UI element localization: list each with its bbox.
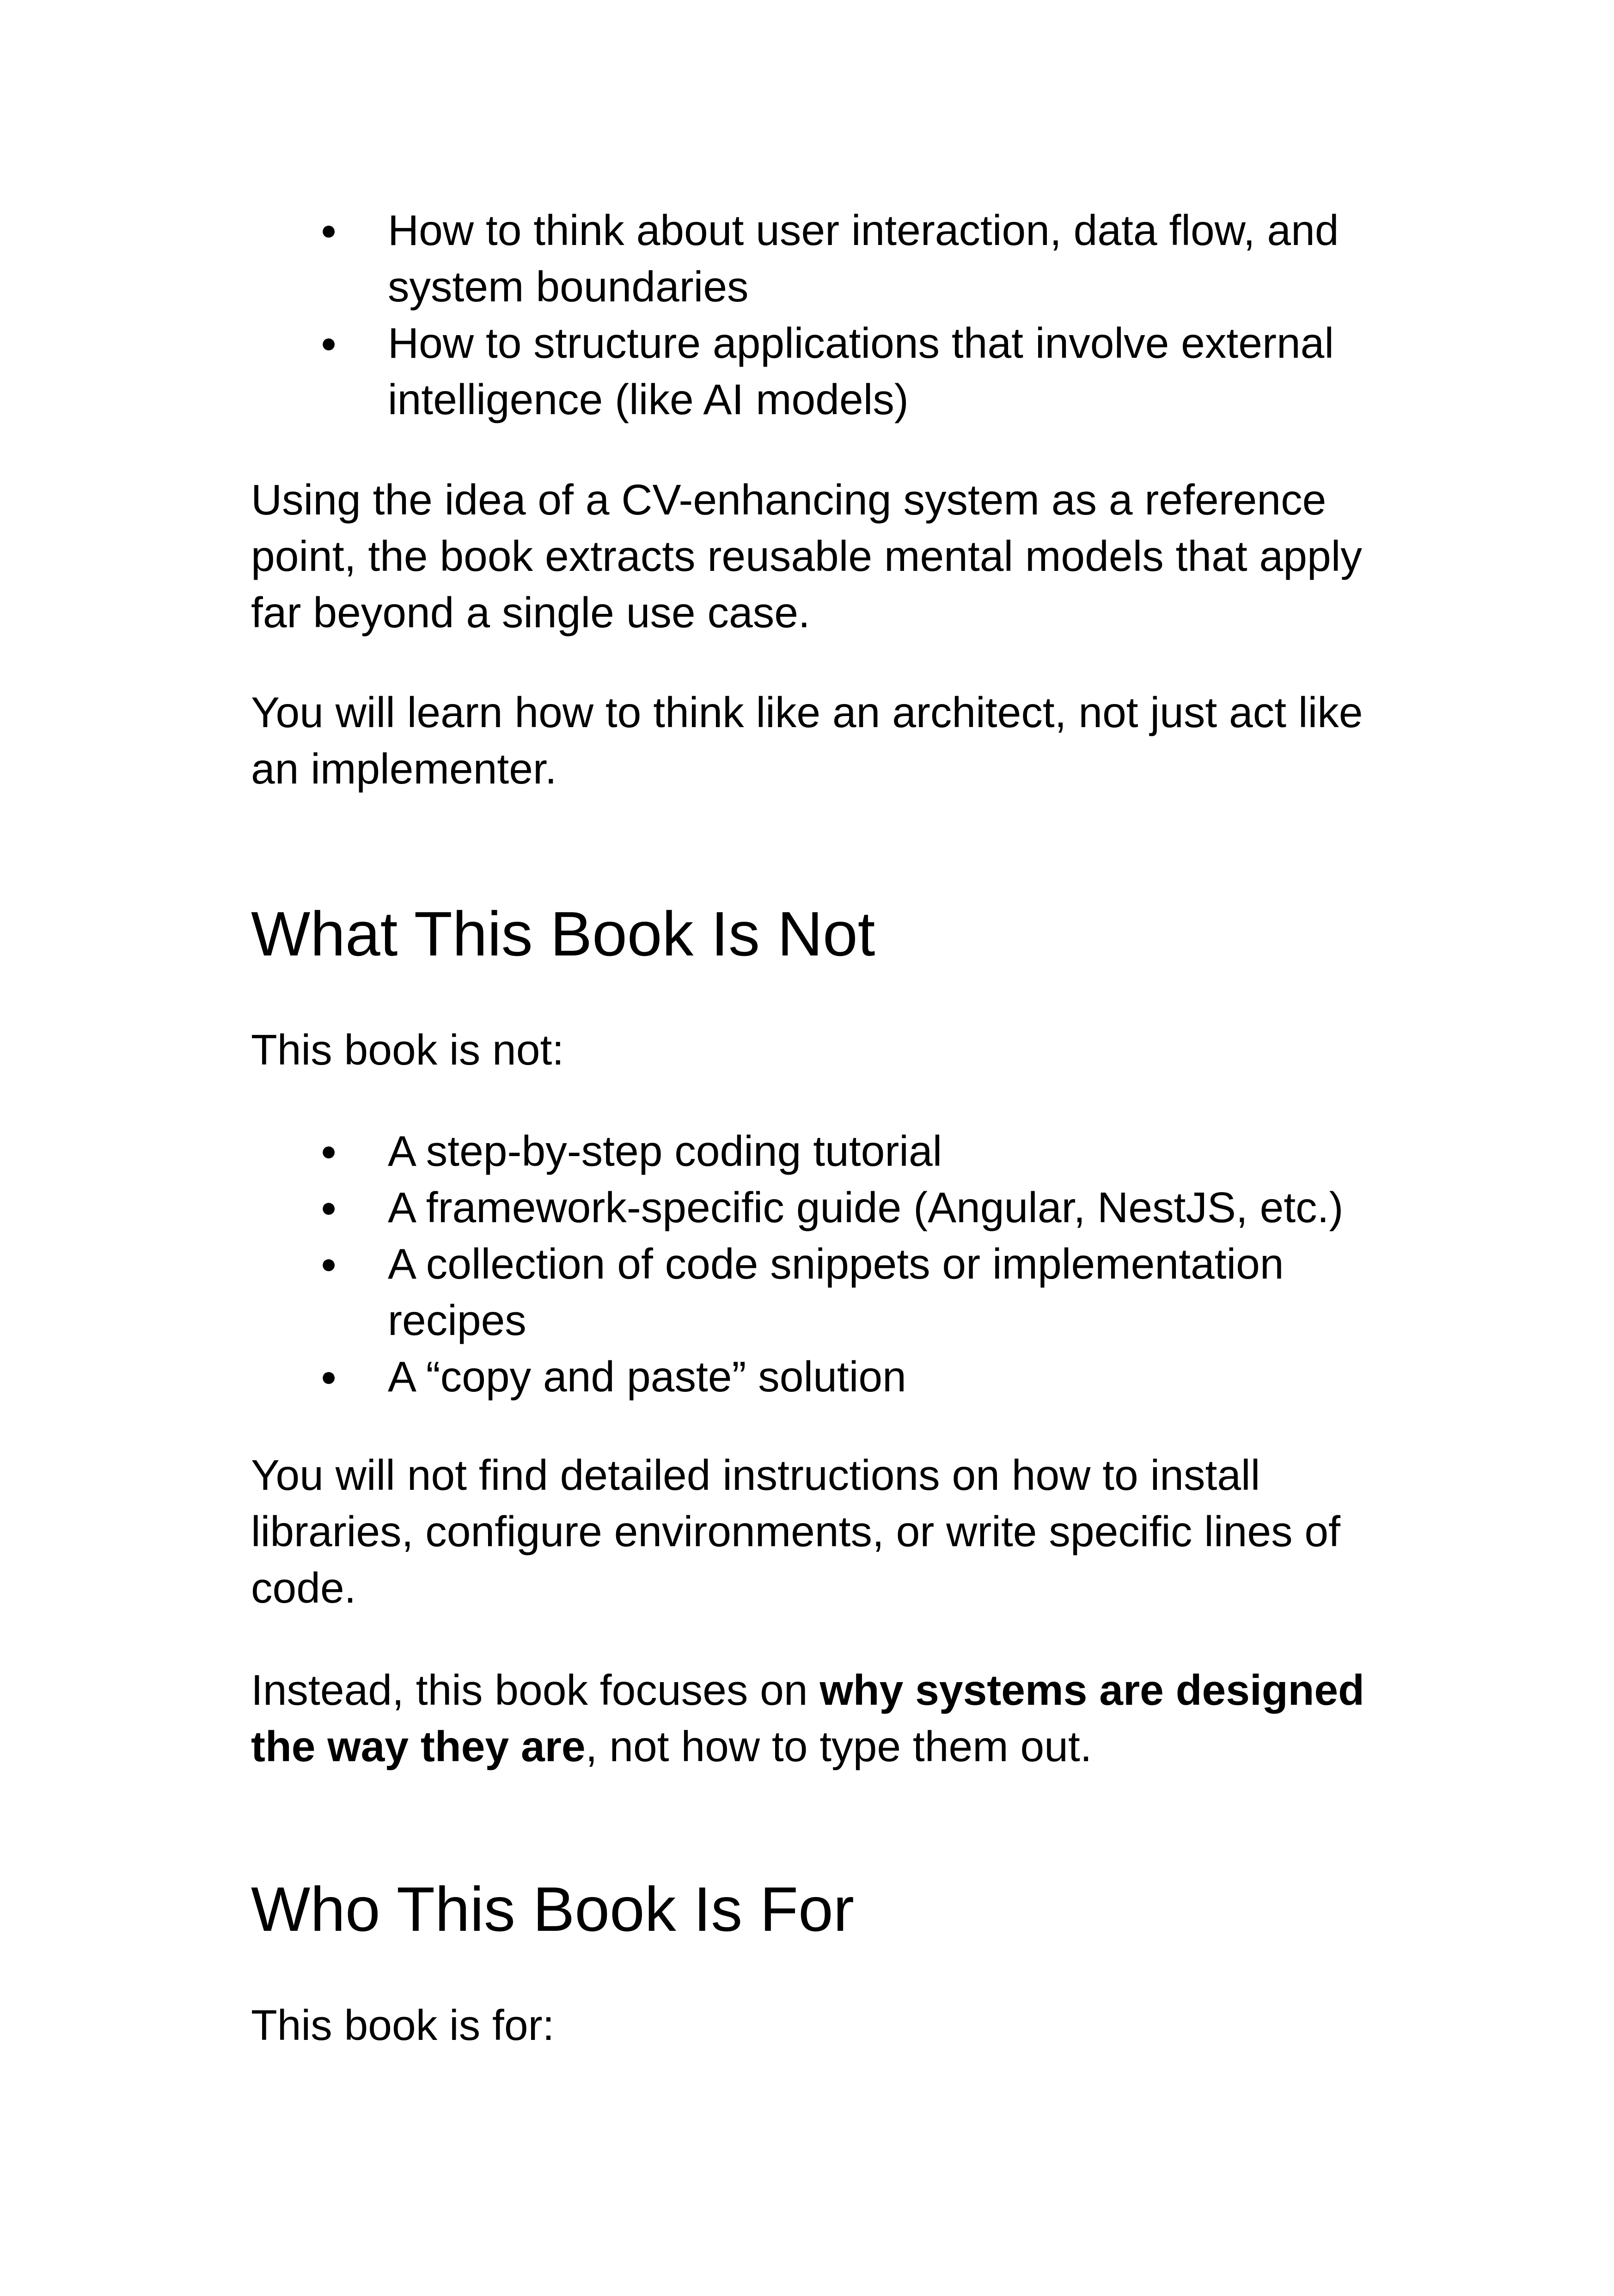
bullet-icon: ● — [320, 214, 337, 245]
bullet-icon: ● — [320, 1192, 337, 1223]
paragraph-instead — [251, 1662, 1416, 1775]
section-heading-for: Who This Book Is For — [251, 1874, 855, 1944]
list-item-text: How to think about user interaction, data flow, and system boundaries — [388, 206, 1339, 311]
paragraph-no-instructions: You will not find detailed instructions on how to install libraries, configure environments, or write specific lines of code. — [251, 1451, 1340, 1612]
paragraph-instead-text: Instead, this book focuses on — [251, 1666, 820, 1714]
list-item — [251, 315, 1416, 428]
paragraph-architect: You will learn how to think like an architect, not just act like an implementer. — [251, 688, 1363, 793]
list-item — [251, 1123, 1416, 1179]
section-heading-not: What This Book Is Not — [251, 899, 875, 969]
list-item-text: How to structure applications that involve external intelligence (like AI models) — [388, 319, 1334, 423]
paragraph-not-intro: This book is not: — [251, 1026, 564, 1074]
bullet-icon: ● — [320, 1248, 337, 1279]
not-bullet-list — [251, 1123, 1416, 1405]
list-item — [251, 1236, 1416, 1348]
paragraph-instead-text-end: , not how to type them out. — [585, 1722, 1092, 1770]
list-item-text: A framework-specific guide (Angular, NestJS, etc.) — [388, 1183, 1344, 1231]
top-bullet-list — [251, 202, 1416, 428]
list-item-text: A collection of code snippets or implementation recipes — [388, 1240, 1284, 1344]
paragraph-cv-reference: Using the idea of a CV-enhancing system as a reference point, the book extracts reusable mental models that apply far beyond a single use case. — [251, 476, 1362, 637]
bullet-icon: ● — [320, 1361, 337, 1392]
bullet-icon: ● — [320, 327, 337, 358]
list-item — [251, 1179, 1416, 1236]
paragraph-instead-bold: why systems are designed the way they are — [251, 1666, 1364, 1770]
paragraph-for-intro: This book is for: — [251, 2001, 555, 2049]
list-item — [251, 202, 1416, 315]
list-item-text: A “copy and paste” solution — [388, 1353, 906, 1401]
list-item — [251, 1348, 1416, 1405]
list-item-text: A step-by-step coding tutorial — [388, 1127, 942, 1175]
bullet-icon: ● — [320, 1135, 337, 1166]
